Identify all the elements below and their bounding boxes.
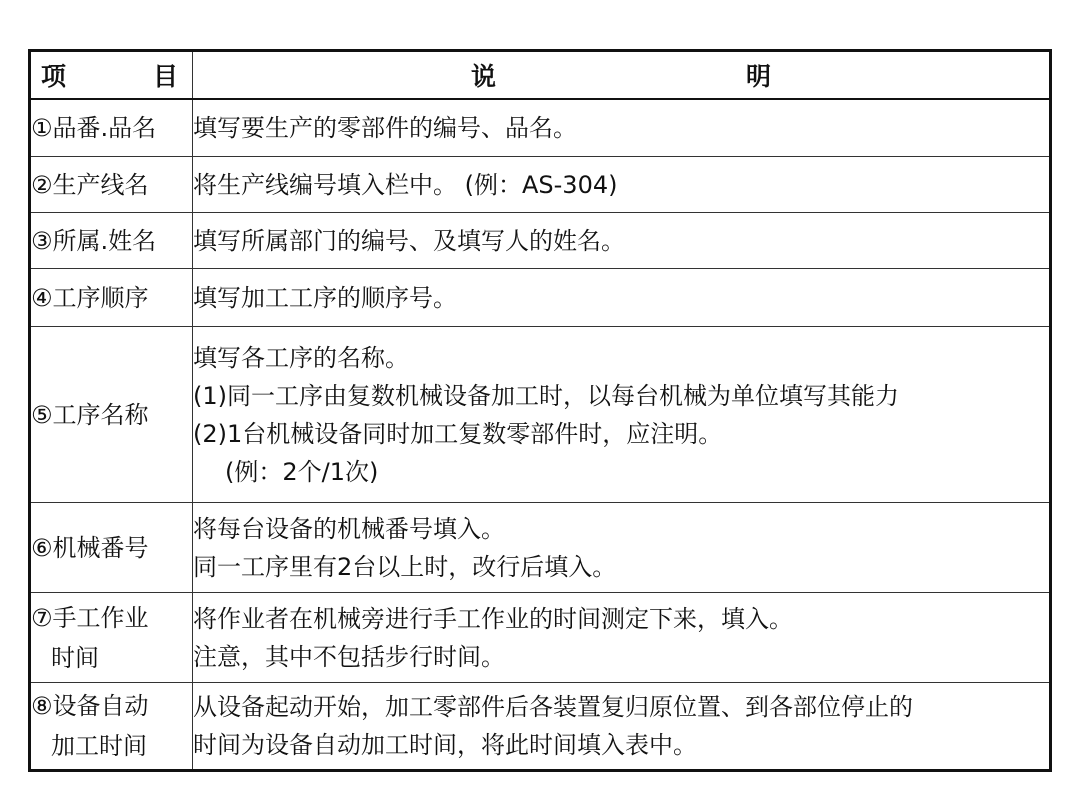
instruction-table: [28, 49, 1052, 772]
desc-cell: [193, 269, 1051, 327]
table-row: [30, 327, 1051, 503]
item-cell: [30, 157, 193, 213]
header-desc-left: 说: [471, 61, 497, 91]
item-label: ①品番.品名: [31, 113, 157, 142]
item-label: ④工序顺序: [31, 283, 149, 312]
desc-line: (2)1台机械设备同时加工复数零部件时，应注明。: [193, 419, 723, 448]
header-item-cell: [30, 51, 193, 99]
desc-cell: [193, 503, 1051, 593]
item-cell: [30, 327, 193, 503]
item-label: ⑤工序名称: [31, 400, 149, 429]
desc-line: 填写要生产的零部件的编号、品名。: [193, 113, 577, 142]
desc-line: 填写所属部门的编号、及填写人的姓名。: [193, 226, 625, 255]
item-cell: [30, 503, 193, 593]
item-cell: [30, 683, 193, 771]
item-cell: [30, 99, 193, 157]
table-row: [30, 213, 1051, 269]
desc-line: 填写各工序的名称。: [193, 343, 409, 372]
desc-cell: [193, 157, 1051, 213]
table-row: [30, 683, 1051, 771]
item-cell: [30, 213, 193, 269]
desc-line: 时间为设备自动加工时间，将此时间填入表中。: [193, 731, 697, 759]
table-header-row: [30, 51, 1051, 99]
desc-cell: [193, 99, 1051, 157]
desc-line-example: (例：2个/1次): [225, 457, 379, 486]
table-row: [30, 157, 1051, 213]
item-cell: [30, 269, 193, 327]
desc-line: 同一工序里有2台以上时，改行后填入。: [193, 552, 617, 581]
desc-line: 注意，其中不包括步行时间。: [193, 642, 505, 671]
item-cell: [30, 593, 193, 683]
item-label: ⑧设备自动: [31, 692, 149, 720]
item-label: ⑥机械番号: [31, 533, 149, 562]
desc-line: 将每台设备的机械番号填入。: [193, 514, 505, 543]
desc-line: 将生产线编号填入栏中。 (例：AS-304): [193, 170, 618, 199]
desc-cell: [193, 683, 1051, 771]
table-row: [30, 99, 1051, 157]
desc-cell: [193, 327, 1051, 503]
item-label: ③所属.姓名: [31, 226, 157, 255]
header-desc-cell: [193, 51, 1051, 99]
desc-cell: [193, 213, 1051, 269]
desc-line: (1)同一工序由复数机械设备加工时，以每台机械为单位填写其能力: [193, 381, 899, 410]
item-label: ⑦手工作业: [31, 603, 149, 632]
desc-cell: [193, 593, 1051, 683]
desc-line: 将作业者在机械旁进行手工作业的时间测定下来，填入。: [193, 604, 793, 633]
item-label-continued: 时间: [51, 643, 99, 672]
header-item-left: 项: [41, 61, 67, 91]
desc-line: 从设备起动开始，加工零部件后各装置复归原位置、到各部位停止的: [193, 693, 913, 721]
desc-line: 填写加工工序的顺序号。: [193, 283, 457, 312]
table-row: [30, 269, 1051, 327]
header-item-right: 目: [152, 61, 178, 91]
item-label: ②生产线名: [31, 170, 149, 199]
table-row: [30, 593, 1051, 683]
header-desc-right: 明: [745, 61, 771, 91]
table-row: [30, 503, 1051, 593]
item-label-continued: 加工时间: [51, 732, 147, 760]
